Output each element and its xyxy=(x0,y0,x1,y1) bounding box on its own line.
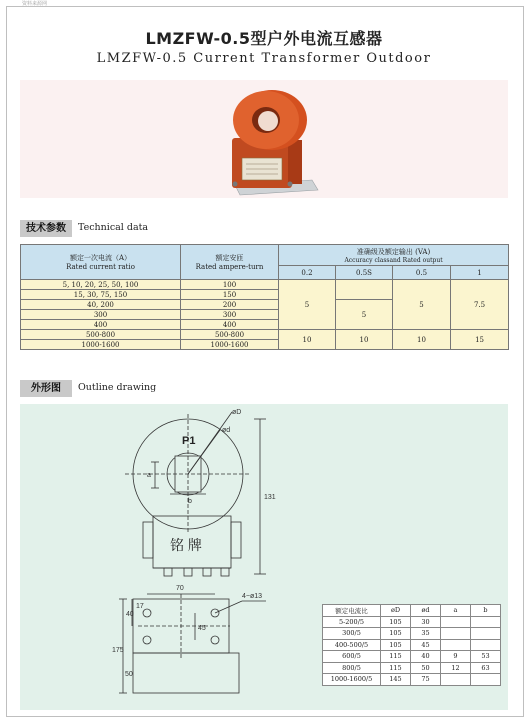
dim-cell: 800/5 xyxy=(323,662,381,674)
output-1-lower: 15 xyxy=(451,330,509,350)
table-row-ampere: 150 xyxy=(181,290,279,300)
dim-cell: 300/5 xyxy=(323,628,381,640)
header-current-en: Rated current ratio xyxy=(66,263,135,271)
technical-data-table xyxy=(20,244,509,350)
dim-cell: 600/5 xyxy=(323,651,381,663)
table-row-current: 40, 200 xyxy=(21,300,181,310)
title-chinese: LMZFW-0.5型户外电流互感器 xyxy=(145,29,383,48)
dimension-table xyxy=(322,604,501,686)
header-ampere-cn: 额定安匝 xyxy=(215,254,244,262)
product-photo xyxy=(20,80,508,198)
dim-cell: 63 xyxy=(471,662,501,674)
label-dim-holes: 4−ø13 xyxy=(242,593,263,600)
dim-cell: 5-200/5 xyxy=(323,616,381,628)
class-1: 1 xyxy=(451,266,509,280)
dim-cell xyxy=(471,628,501,640)
class-0.5: 0.5 xyxy=(393,266,451,280)
dim-cell xyxy=(441,674,471,686)
label-dim-40: 40 xyxy=(126,611,134,618)
table-row-ampere: 300 xyxy=(181,310,279,320)
table-row-current: 400 xyxy=(21,320,181,330)
dim-header: øD xyxy=(381,605,411,617)
output-0.2-lower: 10 xyxy=(279,330,336,350)
output-1-upper: 7.5 xyxy=(451,280,509,330)
dim-header: ød xyxy=(411,605,441,617)
outline-drawing-en: Outline drawing xyxy=(78,382,157,393)
output-0.5-lower: 10 xyxy=(393,330,451,350)
technical-data-en: Technical data xyxy=(78,222,149,233)
table-row-current: 15, 30, 75, 150 xyxy=(21,290,181,300)
dim-cell: 400-500/5 xyxy=(323,639,381,651)
output-0.5-upper: 5 xyxy=(393,280,451,330)
technical-data-tag: 技术参数 xyxy=(20,220,72,237)
output-0.5s-lower: 10 xyxy=(336,330,393,350)
dim-cell: 50 xyxy=(411,662,441,674)
dim-cell xyxy=(471,639,501,651)
technical-data-heading xyxy=(20,220,508,237)
dim-cell xyxy=(441,616,471,628)
dim-cell: 45 xyxy=(411,639,441,651)
dim-cell: 105 xyxy=(381,639,411,651)
table-row-ampere: 1000-1600 xyxy=(181,340,279,350)
dim-cell xyxy=(441,639,471,651)
header-current-cn: 额定一次电流（A） xyxy=(69,254,132,262)
header-accuracy-cn: 准确级及额定输出 (VA) xyxy=(356,247,431,256)
output-0.5s-blank xyxy=(336,280,393,300)
header-accuracy xyxy=(279,245,509,266)
table-row-current: 300 xyxy=(21,310,181,320)
output-0.5s-upper: 5 xyxy=(336,300,393,330)
header-ampere-en: Rated ampere-turn xyxy=(195,263,264,271)
dim-cell: 75 xyxy=(411,674,441,686)
dim-cell xyxy=(471,616,501,628)
header-accuracy-en: Accuracy classand Rated output xyxy=(344,256,443,264)
dim-cell xyxy=(441,628,471,640)
table-row-ampere: 100 xyxy=(181,280,279,290)
dim-cell: 115 xyxy=(381,651,411,663)
dim-cell xyxy=(471,674,501,686)
dim-cell: 35 xyxy=(411,628,441,640)
title-english: LMZFW-0.5 Current Transformer Outdoor xyxy=(96,51,432,66)
label-dim-131: 131 xyxy=(264,494,276,501)
label-dim-45: 45 xyxy=(198,625,206,632)
table-row-ampere: 400 xyxy=(181,320,279,330)
label-dim-50: 50 xyxy=(125,671,133,678)
dim-cell: 145 xyxy=(381,674,411,686)
outline-drawing-heading xyxy=(20,380,508,397)
class-0.5s: 0.5S xyxy=(336,266,393,280)
table-row-ampere: 500-800 xyxy=(181,330,279,340)
label-dim-70: 70 xyxy=(176,585,184,592)
table-row-current: 1000-1600 xyxy=(21,340,181,350)
dim-cell: 1000-1600/5 xyxy=(323,674,381,686)
header-ampere-turn xyxy=(181,245,279,280)
label-dim-d: ød xyxy=(222,427,231,434)
label-dim-D: øD xyxy=(232,409,242,416)
label-dim-17: 17 xyxy=(136,603,144,610)
dim-cell: 30 xyxy=(411,616,441,628)
label-p1: P1 xyxy=(182,435,196,447)
transformer-image xyxy=(20,80,508,198)
dim-cell: 12 xyxy=(441,662,471,674)
dim-cell: 115 xyxy=(381,662,411,674)
dim-header: 额定电流比 xyxy=(323,605,381,617)
label-dim-b: b xyxy=(188,498,192,505)
class-0.2: 0.2 xyxy=(279,266,336,280)
header-current xyxy=(21,245,181,280)
outline-drawing-tag: 外形图 xyxy=(20,380,72,397)
dim-cell: 105 xyxy=(381,628,411,640)
output-0.2-upper: 5 xyxy=(279,280,336,330)
dim-cell: 9 xyxy=(441,651,471,663)
label-dim-175: 175 xyxy=(112,647,124,654)
corner-text: 资料来源网 xyxy=(22,1,48,7)
dim-cell: 105 xyxy=(381,616,411,628)
dim-header: b xyxy=(471,605,501,617)
label-nameplate: 铭 牌 xyxy=(170,537,202,553)
table-row-current: 500-800 xyxy=(21,330,181,340)
label-dim-a: a xyxy=(147,472,151,479)
dim-cell: 40 xyxy=(411,651,441,663)
table-row-current: 5, 10, 20, 25, 50, 100 xyxy=(21,280,181,290)
dim-header: a xyxy=(441,605,471,617)
table-row-ampere: 200 xyxy=(181,300,279,310)
dim-cell: 53 xyxy=(471,651,501,663)
